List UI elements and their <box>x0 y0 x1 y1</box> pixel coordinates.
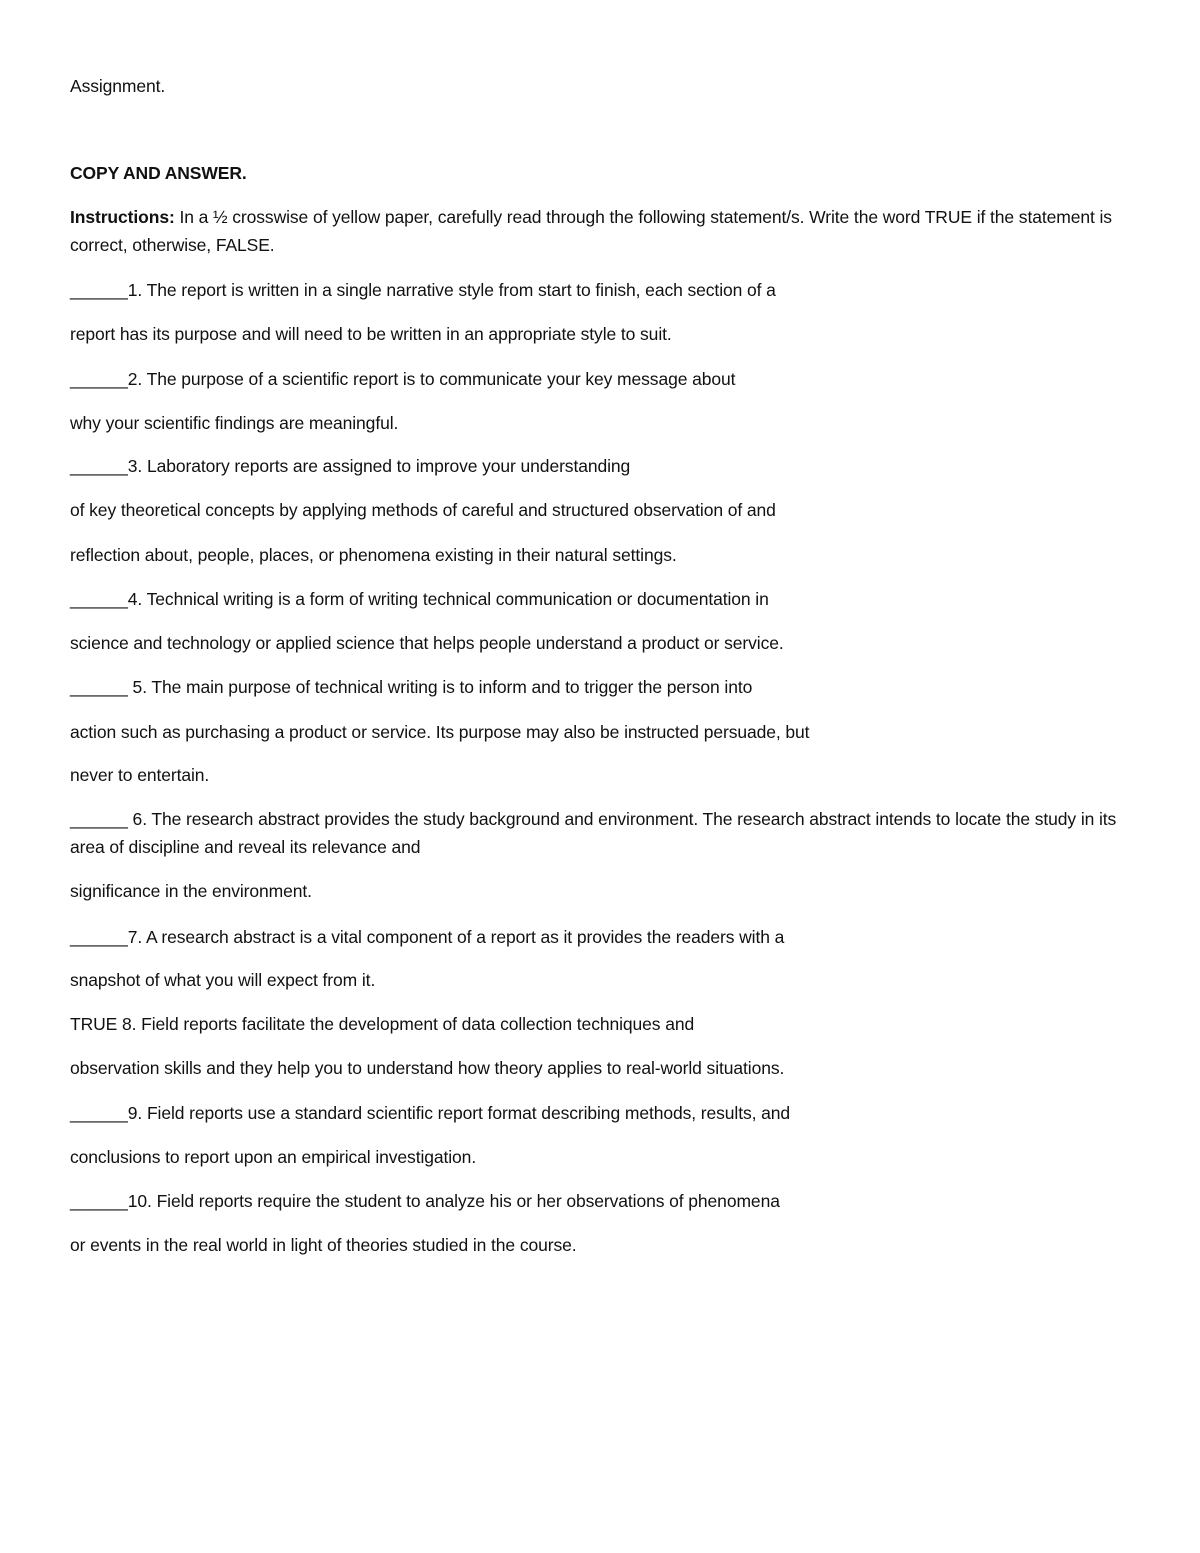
instructions-paragraph <box>70 203 1140 259</box>
item-1-line-2: report has its purpose and will need to be written in an appropriate style to suit. <box>70 324 672 344</box>
item-9-line-1: ______9. Field reports use a standard scientific report format describing methods, results, and <box>70 1103 791 1123</box>
item-2-line-1: ______2. The purpose of a scientific report is to communicate your key message about <box>70 369 736 389</box>
item-3-line-3: reflection about, people, places, or phenomena existing in their natural settings. <box>70 545 677 565</box>
instructions-label: Instructions: <box>70 207 175 227</box>
item-7-line-2: snapshot of what you will expect from it. <box>70 970 376 990</box>
item-5-line-1: ______ 5. The main purpose of technical writing is to inform and to trigger the person into <box>70 677 753 697</box>
item-4-line-2: science and technology or applied science that helps people understand a product or service. <box>70 633 784 653</box>
item-3-line-2: of key theoretical concepts by applying methods of careful and structured observation of and <box>70 500 776 520</box>
item-10-line-2: or events in the real world in light of theories studied in the course. <box>70 1235 577 1255</box>
item-3-line-1: ______3. Laboratory reports are assigned to improve your understanding <box>70 456 631 476</box>
document-title: Assignment. <box>70 76 166 96</box>
item-4-line-1: ______4. Technical writing is a form of writing technical communication or documentation in <box>70 589 769 609</box>
item-8-line-2: observation skills and they help you to understand how theory applies to real-world situations. <box>70 1058 785 1078</box>
item-7-line-1: ______7. A research abstract is a vital component of a report as it provides the readers with a <box>70 927 785 947</box>
item-8-line-1: TRUE 8. Field reports facilitate the development of data collection techniques and <box>70 1014 695 1034</box>
item-6-line-2: significance in the environment. <box>70 881 312 901</box>
section-heading: COPY AND ANSWER. <box>70 163 247 183</box>
item-1-line-1: ______1. The report is written in a single narrative style from start to finish, each section of a <box>70 280 776 300</box>
item-6-line-1: ______ 6. The research abstract provides the study background and environment. The research abstract intends to locate the study in its area of discipline and reveal its relevance and <box>70 809 1117 857</box>
instructions-text: In a ½ crosswise of yellow paper, carefully read through the following statement/s. Write the word TRUE if the statement is correct, otherwise, FALSE. <box>70 207 1112 255</box>
item-9-line-2: conclusions to report upon an empirical investigation. <box>70 1147 477 1167</box>
item-5-line-3: never to entertain. <box>70 765 210 785</box>
item-2-line-2: why your scientific findings are meaningful. <box>70 413 399 433</box>
item-10-line-1: ______10. Field reports require the student to analyze his or her observations of phenomena <box>70 1191 780 1211</box>
item-5-line-2: action such as purchasing a product or service. Its purpose may also be instructed persuade, but <box>70 722 810 742</box>
